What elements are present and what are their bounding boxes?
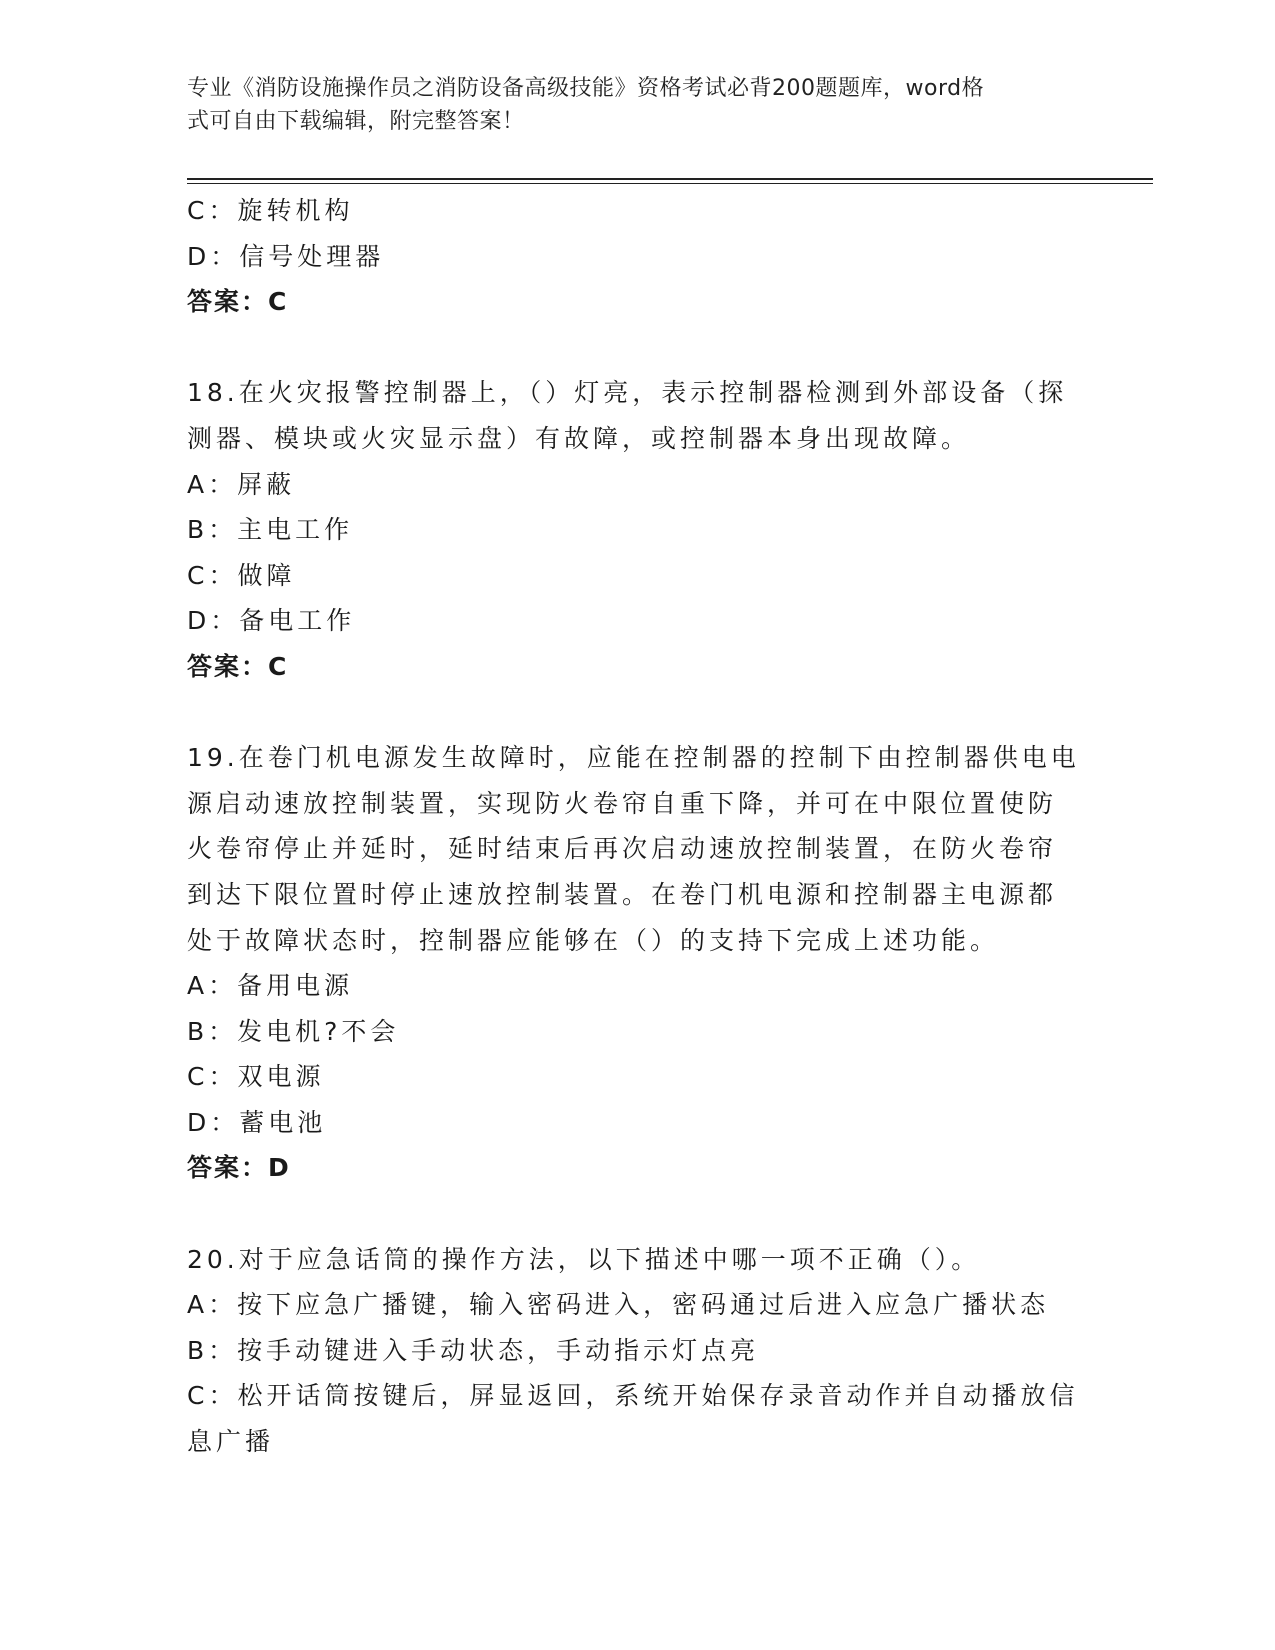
question-17-tail (187, 188, 1067, 325)
question-stem-line: 20.对于应急话筒的操作方法，以下描述中哪一项不正确（）。 (187, 1244, 981, 1274)
question-stem-line: 火卷帘停止并延时，延时结束后再次启动速放控制装置，在防火卷帘 (187, 834, 1058, 864)
header-line-1: 专业《消防设施操作员之消防设备高级技能》资格考试必背200题题库，word格 (187, 76, 985, 101)
answer: 答案：C (187, 287, 289, 317)
question-stem-line: 源启动速放控制装置，实现防火卷帘自重下降，并可在中限位置使防 (187, 788, 1058, 818)
option-a: A：屏蔽 (187, 469, 296, 499)
document-body (187, 188, 1080, 1465)
option-c: C：旋转机构 (187, 196, 354, 225)
header-line-2: 式可自由下载编辑，附完整答案！ (187, 109, 525, 134)
question-stem-line: 到达下限位置时停止速放控制装置。在卷门机电源和控制器主电源都 (187, 879, 1058, 909)
question-stem-line: 19.在卷门机电源发生故障时，应能在控制器的控制下由控制器供电电 (187, 743, 1080, 773)
question-stem-line: 处于故障状态时，控制器应能够在（）的支持下完成上述功能。 (187, 925, 1000, 955)
option-c: C：做障 (187, 560, 296, 590)
spacer (187, 325, 1067, 371)
option-a: A：按下应急广播键，输入密码进入，密码通过后进入应急广播状态 (187, 1290, 1050, 1320)
option-a: A：备用电源 (187, 971, 354, 1001)
option-b: B：按手动键进入手动状态，手动指示灯点亮 (187, 1335, 760, 1365)
answer: 答案：D (187, 1153, 291, 1183)
header-divider-thick (187, 178, 1153, 180)
option-c: C：松开话筒按键后，屏显返回，系统开始保存录音动作并自动播放信 (187, 1381, 1079, 1411)
option-d: D：信号处理器 (187, 241, 385, 271)
option-b: B：主电工作 (187, 515, 354, 545)
document-header (187, 72, 1087, 138)
question-stem-line: 测器、模块或火灾显示盘）有故障，或控制器本身出现故障。 (187, 423, 971, 453)
spacer (187, 1191, 1067, 1237)
question-stem-line: 18.在火灾报警控制器上，（）灯亮，表示控制器检测到外部设备（探 (187, 378, 1068, 408)
question-18 (187, 370, 1067, 689)
question-19 (187, 735, 1080, 1191)
spacer (187, 690, 1067, 736)
answer: 答案：C (187, 651, 289, 681)
option-d: D：蓄电池 (187, 1107, 327, 1137)
option-c: C：双电源 (187, 1062, 325, 1092)
option-d: D：备电工作 (187, 606, 356, 636)
question-20 (187, 1237, 1079, 1465)
header-divider-thin (187, 183, 1153, 184)
option-c-continuation: 息广播 (187, 1427, 275, 1457)
option-b: B：发电机?不会 (187, 1016, 400, 1046)
